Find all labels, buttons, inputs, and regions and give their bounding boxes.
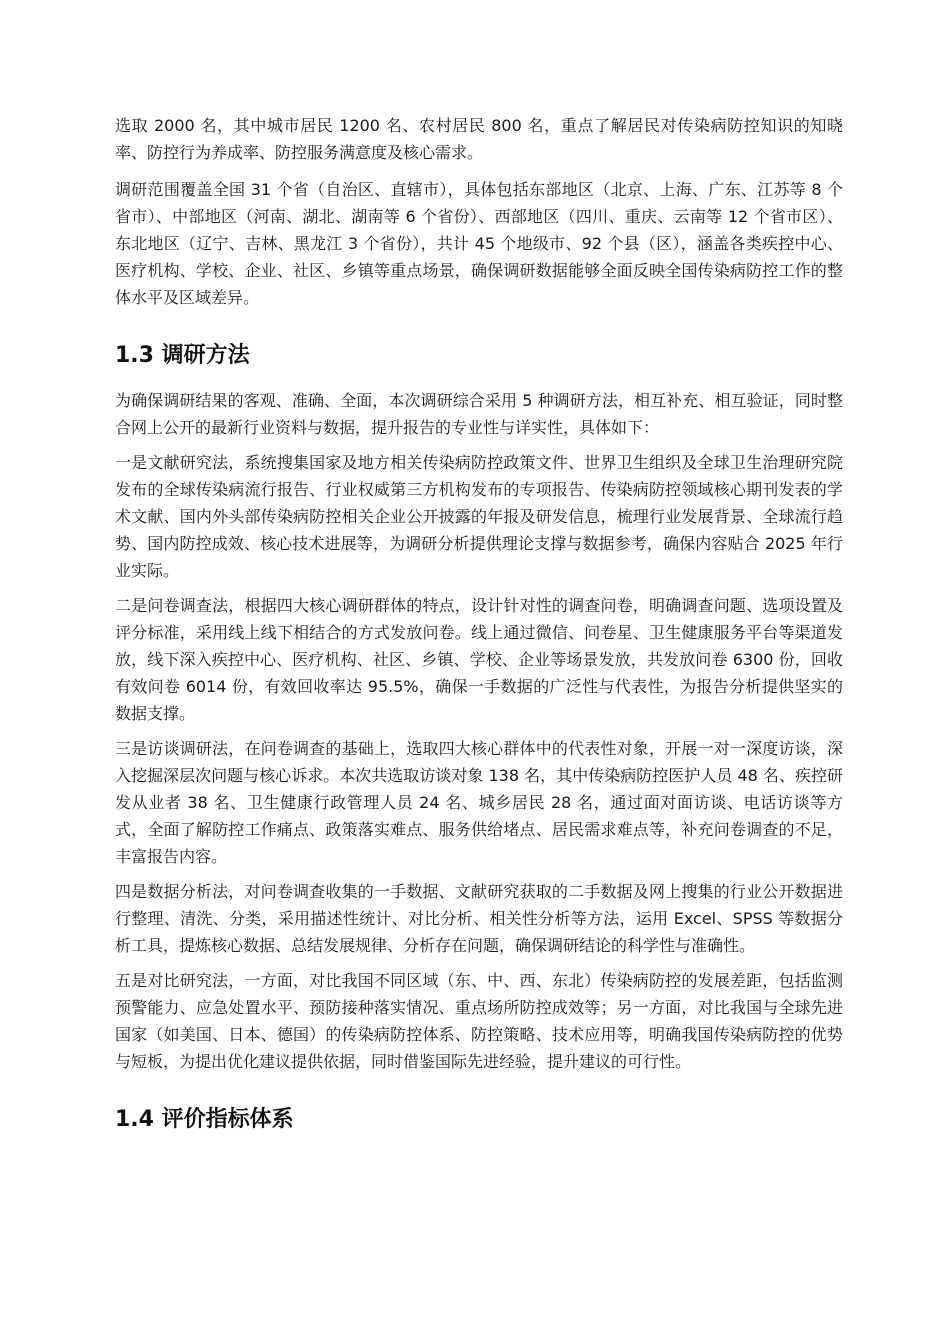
paragraph-survey-sample: 选取 2000 名，其中城市居民 1200 名、农村居民 800 名，重点了解居民对传染病防控知识的知晓率、防控行为养成率、防控服务满意度及核心需求。 [115, 116, 843, 162]
paragraph-method-literature: 一是文献研究法，系统搜集国家及地方相关传染病防控政策文件、世界卫生组织及全球卫生治理研究院发布的全球传染病流行报告、行业权威第三方机构发布的专项报告、传染病防控领域核心期刊发表的学术文献、国内外头部传染病防控相关企业公开披露的年报及研发信息，梳理行业发展背景、全球流行趋势、国内防控成效、核心技术进展等，为调研分析提供理论支撑与数据参考，确保内容贴合 2025 年行业实际。 [115, 453, 843, 580]
section-heading-evaluation-index: 1.4 评价指标体系 [115, 1107, 294, 1132]
paragraph-method-interview: 三是访谈调研法，在问卷调查的基础上，选取四大核心群体中的代表性对象，开展一对一深度访谈，深入挖掘深层次问题与核心诉求。本次共选取访谈对象 138 名，其中传染病防控医护人员 48 名、疾控研发从业者 38 名、卫生健康行政管理人员 24 名、城乡居民 28 名，通过面对面访谈、电话访谈等方式，全面了解防控工作痛点、政策落实难点、服务供给堵点、居民需求难点等，补充问卷调查的不足，丰富报告内容。 [115, 739, 843, 866]
section-heading-research-methods: 1.3 调研方法 [115, 343, 250, 368]
paragraph-method-data-analysis: 四是数据分析法，对问卷调查收集的一手数据、文献研究获取的二手数据及网上搜集的行业公开数据进行整理、清洗、分类，采用描述性统计、对比分析、相关性分析等方法，运用 Excel、SPSS 等数据分析工具，提炼核心数据、总结发展规律、分析存在问题，确保调研结论的科学性与准确性。 [115, 882, 843, 955]
paragraph-method-comparison: 五是对比研究法，一方面，对比我国不同区域（东、中、西、东北）传染病防控的发展差距，包括监测预警能力、应急处置水平、预防接种落实情况、重点场所防控成效等；另一方面，对比我国与全球先进国家（如美国、日本、德国）的传染病防控体系、防控策略、技术应用等，明确我国传染病防控的优势与短板，为提出优化建议提供依据，同时借鉴国际先进经验，提升建议的可行性。 [115, 971, 843, 1071]
paragraph-method-questionnaire: 二是问卷调查法，根据四大核心调研群体的特点，设计针对性的调查问卷，明确调查问题、选项设置及评分标准，采用线上线下相结合的方式发放问卷。线上通过微信、问卷星、卫生健康服务平台等渠道发放，线下深入疾控中心、医疗机构、社区、乡镇、学校、企业等场景发放，共发放问卷 6300 份，回收有效问卷 6014 份，有效回收率达 95.5%，确保一手数据的广泛性与代表性，为报告分析提供坚实的数据支撑。 [115, 596, 843, 723]
document-page [115, 112, 843, 1151]
paragraph-survey-scope: 调研范围覆盖全国 31 个省（自治区、直辖市），具体包括东部地区（北京、上海、广东、江苏等 8 个省市）、中部地区（河南、湖北、湖南等 6 个省份）、西部地区（四川、重庆、云南等 12 个省市区）、东北地区（辽宁、吉林、黑龙江 3 个省份），共计 45 个地级市、92 个县（区），涵盖各类疾控中心、医疗机构、学校、企业、社区、乡镇等重点场景，确保调研数据能够全面反映全国传染病防控工作的整体水平及区域差异。 [115, 180, 843, 307]
paragraph-methods-intro: 为确保调研结果的客观、准确、全面，本次调研综合采用 5 种调研方法，相互补充、相互验证，同时整合网上公开的最新行业资料与数据，提升报告的专业性与详实性，具体如下： [115, 391, 843, 437]
